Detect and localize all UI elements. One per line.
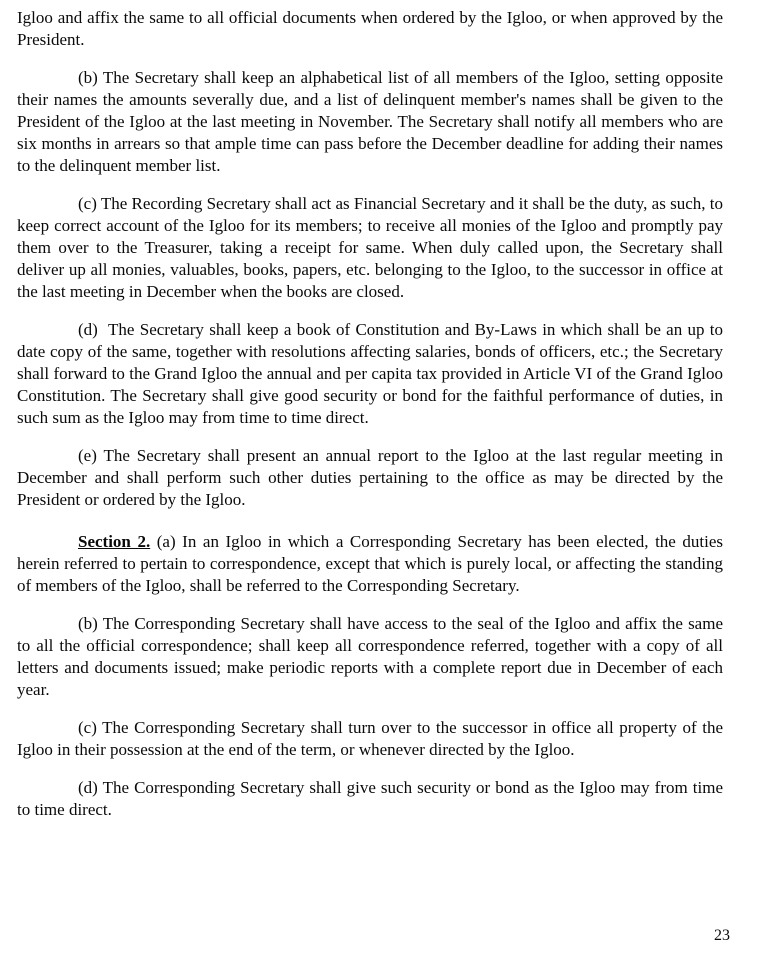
paragraph: (b) The Corresponding Secretary shall have access to the seal of the Igloo and affix the same to all the official correspondence; shall keep all correspondence referred, together with a copy of all letters and documents issued; make periodic reports with a complete report due in December of each year. xyxy=(17,614,723,699)
paragraph: (e) The Secretary shall present an annual report to the Igloo at the last regular meeting in December and shall perform such other duties pertaining to the office as may be directed by the President or ordered by the Igloo. xyxy=(17,446,723,509)
paragraph: Igloo and affix the same to all official documents when ordered by the Igloo, or when approved by the President. xyxy=(17,8,723,49)
section-body-text: (a) In an Igloo in which a Corresponding Secretary has been elected, the duties herein referred to pertain to correspondence, except that which is purely local, or affecting the standing of members of the Igloo, shall be referred to the Corresponding Secretary. xyxy=(17,532,723,595)
page-number: 23 xyxy=(714,927,730,944)
section-heading: Section 2. xyxy=(78,532,151,551)
paragraph: (d) The Corresponding Secretary shall give such security or bond as the Igloo may from time to time direct. xyxy=(17,778,723,819)
paragraph: (c) The Recording Secretary shall act as Financial Secretary and it shall be the duty, as such, to keep correct account of the Igloo for its members; to receive all monies of the Igloo and promptly pay them over to the Treasurer, taking a receipt for same. When duly called upon, the Secretary shall deliver up all monies, valuables, books, papers, etc. belonging to the Igloo, to the successor in office at the last meeting in December when the books are closed. xyxy=(17,194,723,301)
paragraph xyxy=(17,531,723,597)
paragraph: (c) The Corresponding Secretary shall turn over to the successor in office all property of the Igloo in their possession at the end of the term, or whenever directed by the Igloo. xyxy=(17,718,723,759)
paragraph: (d) The Secretary shall keep a book of Constitution and By-Laws in which shall be an up to date copy of the same, together with resolutions affecting salaries, bonds of officers, etc.; the Secretary shall forward to the Grand Igloo the annual and per capita tax provided in Article VI of the Grand Igloo Constitution. The Secretary shall give good security or bond for the faithful performance of duties, in such sum as the Igloo may from time to time direct. xyxy=(17,320,723,427)
paragraph: (b) The Secretary shall keep an alphabetical list of all members of the Igloo, setting opposite their names the amounts severally due, and a list of delinquent member's names shall be given to the President of the Igloo at the last meeting in November. The Secretary shall notify all members who are six months in arrears so that ample time can pass before the December deadline for adding their names to the delinquent member list. xyxy=(17,68,723,175)
